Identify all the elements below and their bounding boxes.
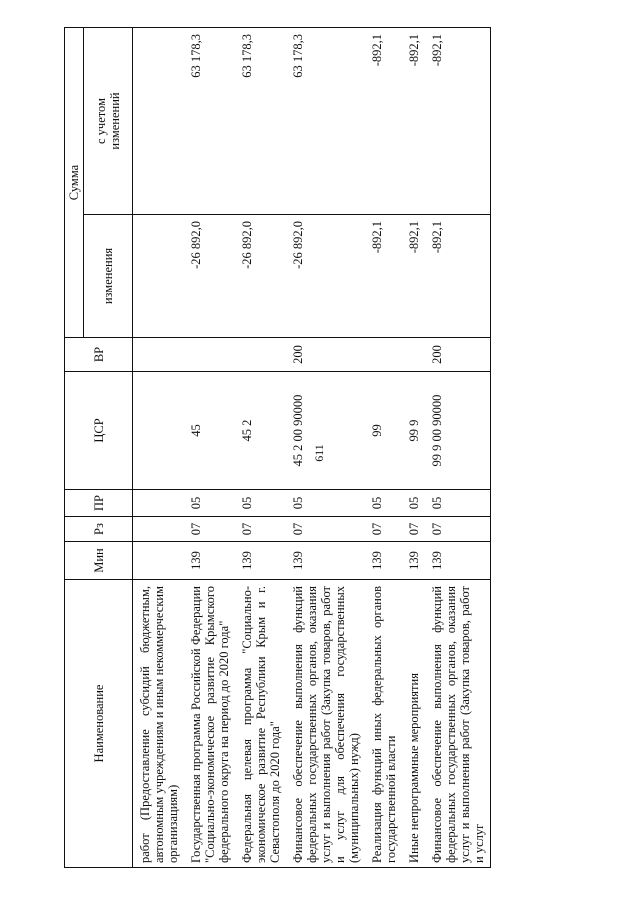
cell-csr: 45 — [184, 372, 235, 490]
header-csr: ЦСР — [65, 372, 133, 490]
cell-min: 139 — [184, 542, 235, 580]
cell-total: -892,1 — [425, 28, 491, 215]
cell-vr — [235, 338, 286, 372]
cell-rz: 07 — [402, 517, 425, 542]
cell-name: Реализация функций иных федеральных органов государственной власти — [365, 580, 402, 868]
table-row — [235, 28, 286, 868]
header-vr: ВР — [65, 338, 133, 372]
cell-changes: -26 892,0 — [286, 215, 365, 338]
cell-pr — [133, 490, 185, 517]
cell-rz: 07 — [286, 517, 365, 542]
cell-csr: 99 9 — [402, 372, 425, 490]
page-number: 611 — [312, 444, 326, 462]
cell-rz: 07 — [184, 517, 235, 542]
table-row — [184, 28, 235, 868]
cell-changes: -892,1 — [402, 215, 425, 338]
cell-pr: 05 — [365, 490, 402, 517]
cell-csr: 99 9 00 90000 — [425, 372, 491, 490]
cell-vr: 200 — [286, 338, 365, 372]
cell-min — [133, 542, 185, 580]
table-row — [286, 28, 365, 868]
cell-total — [133, 28, 185, 215]
cell-csr — [133, 372, 185, 490]
header-name: Наименование — [65, 580, 133, 868]
cell-vr — [402, 338, 425, 372]
cell-min: 139 — [235, 542, 286, 580]
cell-total: 63 178,3 — [184, 28, 235, 215]
cell-rz: 07 — [235, 517, 286, 542]
header-with-changes: с учетом изменений — [84, 28, 133, 215]
cell-total: 63 178,3 — [235, 28, 286, 215]
cell-changes — [133, 215, 185, 338]
cell-total: -892,1 — [402, 28, 425, 215]
cell-name: Финансовое обеспечение выполнения функций федеральных государственных органов, оказания услуг и выполнения работ (Закупка товаров, работ и услуг — [425, 580, 491, 868]
cell-pr: 05 — [184, 490, 235, 517]
cell-changes: -892,1 — [425, 215, 491, 338]
header-min: Мин — [65, 542, 133, 580]
table-row — [133, 28, 185, 868]
cell-vr — [133, 338, 185, 372]
cell-pr: 05 — [425, 490, 491, 517]
cell-pr: 05 — [286, 490, 365, 517]
header-sum: Сумма — [65, 28, 84, 338]
cell-csr: 99 — [365, 372, 402, 490]
cell-rz: 07 — [365, 517, 402, 542]
cell-rz — [133, 517, 185, 542]
cell-changes: -26 892,0 — [184, 215, 235, 338]
cell-pr: 05 — [235, 490, 286, 517]
table-body — [133, 28, 491, 868]
cell-rz: 07 — [425, 517, 491, 542]
cell-name: Государственная программа Российской Федерации "Социально-экономическое развитие Крымского федерального округа на период до 2020 года" — [184, 580, 235, 868]
cell-changes: -26 892,0 — [235, 215, 286, 338]
header-rz: Рз — [65, 517, 133, 542]
cell-name: Финансовое обеспечение выполнения функций федеральных государственных органов, оказания услуг и выполнения работ (Закупка товаров, работ и услуг для обеспечения государственных (муниципальных) нужд) — [286, 580, 365, 868]
cell-min: 139 — [286, 542, 365, 580]
cell-min: 139 — [425, 542, 491, 580]
budget-table — [64, 27, 491, 868]
cell-pr: 05 — [402, 490, 425, 517]
table-row — [425, 28, 491, 868]
cell-csr: 45 2 00 90000 — [286, 372, 365, 490]
cell-name: Федеральная целевая программа "Социально-экономическое развитие Республики Крым и г. Севастополя до 2020 года" — [235, 580, 286, 868]
cell-total: -892,1 — [365, 28, 402, 215]
header-pr: ПР — [65, 490, 133, 517]
cell-min: 139 — [365, 542, 402, 580]
cell-csr: 45 2 — [235, 372, 286, 490]
rotated-budget-table-page — [64, 28, 595, 868]
table-row — [402, 28, 425, 868]
cell-vr — [365, 338, 402, 372]
table-row — [365, 28, 402, 868]
header-changes: изменения — [84, 215, 133, 338]
cell-total: 63 178,3 — [286, 28, 365, 215]
cell-vr — [184, 338, 235, 372]
cell-vr: 200 — [425, 338, 491, 372]
cell-min: 139 — [402, 542, 425, 580]
cell-name: Иные непрограммные мероприятия — [402, 580, 425, 868]
cell-changes: -892,1 — [365, 215, 402, 338]
cell-name: работ (Предоставление субсидий бюджетным, автономным учреждениям и иным некоммерческим организациям) — [133, 580, 185, 868]
